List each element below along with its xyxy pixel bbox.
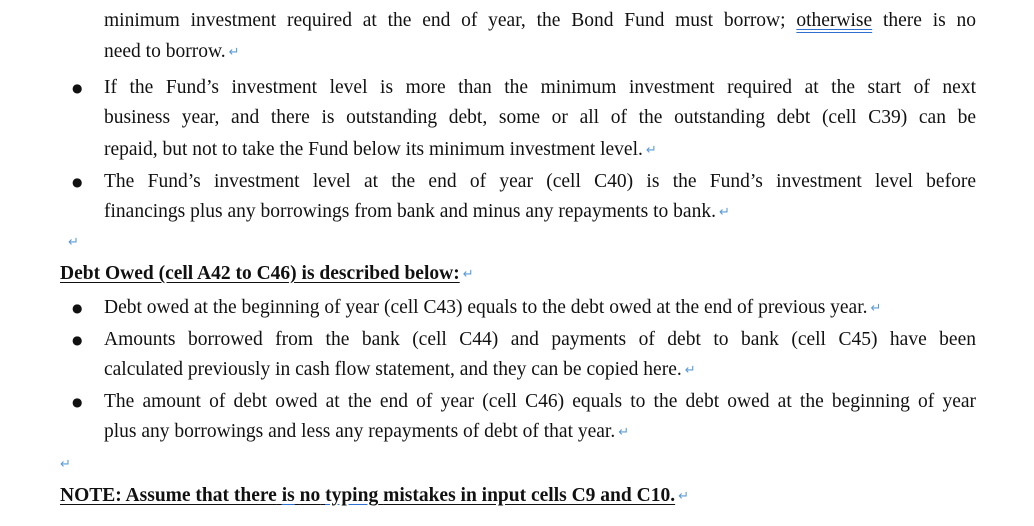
spelling-flag-is: is	[281, 485, 295, 506]
empty-paragraph	[68, 230, 79, 256]
bullet-a1-line-3	[104, 138, 657, 164]
bullet-a2-text-end: financings plus any borrowings from bank and minus any repayments to bank.	[104, 201, 716, 222]
bullet-a1-line-1: If the Fund’s investment level is more than the minimum investment required at the start of next	[104, 77, 976, 98]
bullet-b3-line-1: The amount of debt owed at the end of year (cell C46) equals to the debt owed at the beginning of year	[104, 391, 976, 412]
bullet-a1-text-end: repaid, but not to take the Fund below its minimum investment level.	[104, 139, 643, 160]
note-text	[60, 485, 675, 506]
note-line	[60, 484, 689, 510]
bullet-b1-line-1	[104, 296, 881, 322]
paragraph-mark-icon: ↵	[870, 301, 882, 316]
paragraph-mark-icon: ↵	[228, 45, 240, 60]
paragraph-mark-icon: ↵	[68, 235, 79, 250]
bullet-icon: ●	[72, 301, 83, 315]
spelling-flag-typing: typing	[325, 485, 379, 506]
bullet-b2-text-end: calculated previously in cash flow statement, and they can be copied here.	[104, 359, 682, 380]
paragraph-mark-icon: ↵	[645, 143, 657, 158]
bullet-icon: ●	[72, 175, 83, 189]
bullet-icon: ●	[72, 395, 83, 409]
bullet-a2-line-1: The Fund’s investment level at the end of year (cell C40) is the Fund’s investment level before	[104, 171, 976, 192]
bullet-a1-line-2: business year, and there is outstanding debt, some or all of the outstanding debt (cell C39) can be	[104, 107, 976, 128]
paragraph-mark-icon: ↵	[718, 205, 730, 220]
paragraph-mark-icon: ↵	[60, 457, 71, 472]
spelling-flag-otherwise: otherwise	[796, 10, 873, 31]
paragraph-mark-icon: ↵	[678, 489, 689, 504]
note-text-middle: no	[299, 485, 321, 506]
intro-line-1	[104, 9, 976, 33]
intro-text-end: need to borrow.	[104, 41, 226, 62]
paragraph-mark-icon: ↵	[618, 425, 630, 440]
paragraph-mark-icon: ↵	[684, 363, 696, 378]
paragraph-mark-icon: ↵	[462, 267, 474, 282]
debt-heading-text: Debt Owed (cell A42 to C46) is described below:	[60, 263, 460, 284]
bullet-a2-line-2	[104, 200, 730, 226]
bullet-b3-line-2	[104, 420, 629, 446]
intro-text-before: minimum investment required at the end of year, the Bond Fund must borrow;	[104, 10, 786, 31]
debt-owed-heading	[60, 262, 474, 288]
intro-text-after: there is no	[882, 10, 977, 31]
bullet-icon: ●	[72, 81, 83, 95]
bullet-icon: ●	[72, 333, 83, 347]
bullet-b2-line-1: Amounts borrowed from the bank (cell C44) and payments of debt to bank (cell C45) have been	[104, 329, 976, 350]
empty-paragraph	[60, 452, 71, 478]
bullet-b2-line-2	[104, 358, 696, 384]
note-text-after: mistakes in input cells C9 and C10.	[383, 485, 676, 506]
bullet-b1-text: Debt owed at the beginning of year (cell C43) equals to the debt owed at the end of previous year.	[104, 297, 868, 318]
intro-line-2	[104, 40, 240, 66]
bullet-b3-text-end: plus any borrowings and less any repayments of debt of that year.	[104, 421, 616, 442]
note-text-before: NOTE: Assume that there	[60, 485, 277, 506]
